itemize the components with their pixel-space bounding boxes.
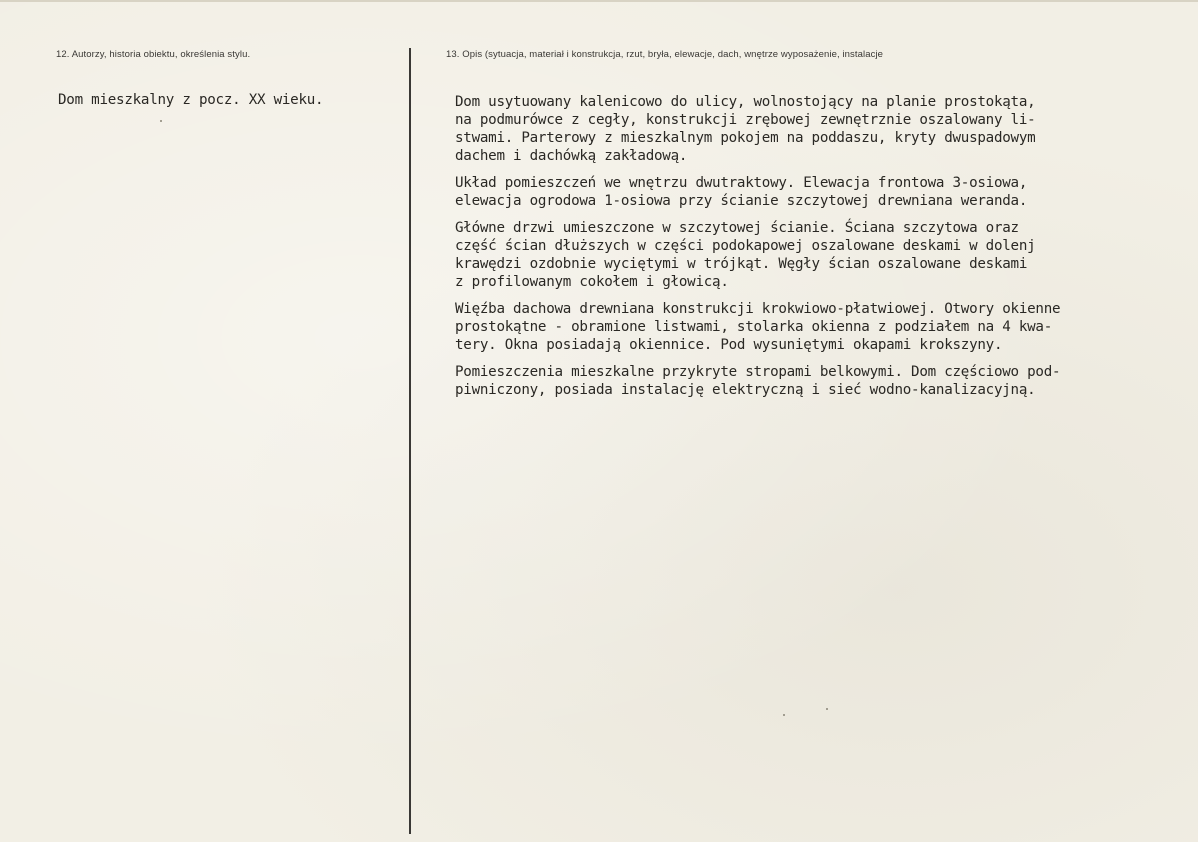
text-line: elewacja ogrodowa 1-osiowa przy ścianie szczytowej drewniana weranda. [455, 193, 1028, 209]
paragraph-roof-windows [455, 300, 1185, 354]
text-line: Układ pomieszczeń we wnętrzu dwutraktowy. Elewacja frontowa 3-osiowa, [455, 175, 1028, 191]
text-line: na podmurówce z cegły, konstrukcji zrębowej zewnętrznie oszalowany li- [455, 112, 1036, 128]
paragraph-location-construction [455, 93, 1185, 165]
column-divider [409, 48, 411, 834]
text-line: prostokątne - obramione listwami, stolarka okienna z podziałem na 4 kwa- [455, 319, 1052, 335]
section-12-header: 12. Autorzy, historia obiektu, określenia stylu. [56, 49, 251, 60]
text-line: Pomieszczenia mieszkalne przykryte stropami belkowymi. Dom częściowo pod- [455, 364, 1061, 380]
text-line: Więźba dachowa drewniana konstrukcji krokwiowo-płatwiowej. Otwory okienne [455, 301, 1061, 317]
text-line: część ścian dłuższych w części podokapowej oszalowane deskami w dolenj [455, 238, 1036, 254]
text-line: krawędzi ozdobnie wyciętymi w trójkąt. Węgły ścian oszalowane deskami [455, 256, 1028, 272]
text-line: Dom usytuowany kalenicowo do ulicy, wolnostojący na planie prostokąta, [455, 94, 1036, 110]
text-line: tery. Okna posiadają okiennice. Pod wysuniętymi okapami krokszyny. [455, 337, 1003, 353]
text-line: z profilowanym cokołem i głowicą. [455, 274, 729, 290]
text-line: dachem i dachówką zakładową. [455, 148, 688, 164]
section-13-header: 13. Opis (sytuacja, materiał i konstrukcja, rzut, bryła, elewacje, dach, wnętrze wyposażenie, instalacje [446, 49, 884, 60]
section-13-body [455, 93, 1185, 408]
section-12-text: Dom mieszkalny z pocz. XX wieku. [58, 92, 324, 108]
paragraph-interior-installations [455, 363, 1185, 399]
text-line: Główne drzwi umieszczone w szczytowej ścianie. Ściana szczytowa oraz [455, 220, 1019, 236]
paper-speck [826, 708, 828, 710]
paper-speck [783, 714, 785, 716]
paragraph-layout-elevations [455, 174, 1185, 210]
paragraph-doors-walls [455, 219, 1185, 291]
text-line: piwniczony, posiada instalację elektryczną i sieć wodno-kanalizacyjną. [455, 382, 1036, 398]
text-line: stwami. Parterowy z mieszkalnym pokojem na poddaszu, kryty dwuspadowym [455, 130, 1036, 146]
paper-speck [160, 120, 162, 122]
